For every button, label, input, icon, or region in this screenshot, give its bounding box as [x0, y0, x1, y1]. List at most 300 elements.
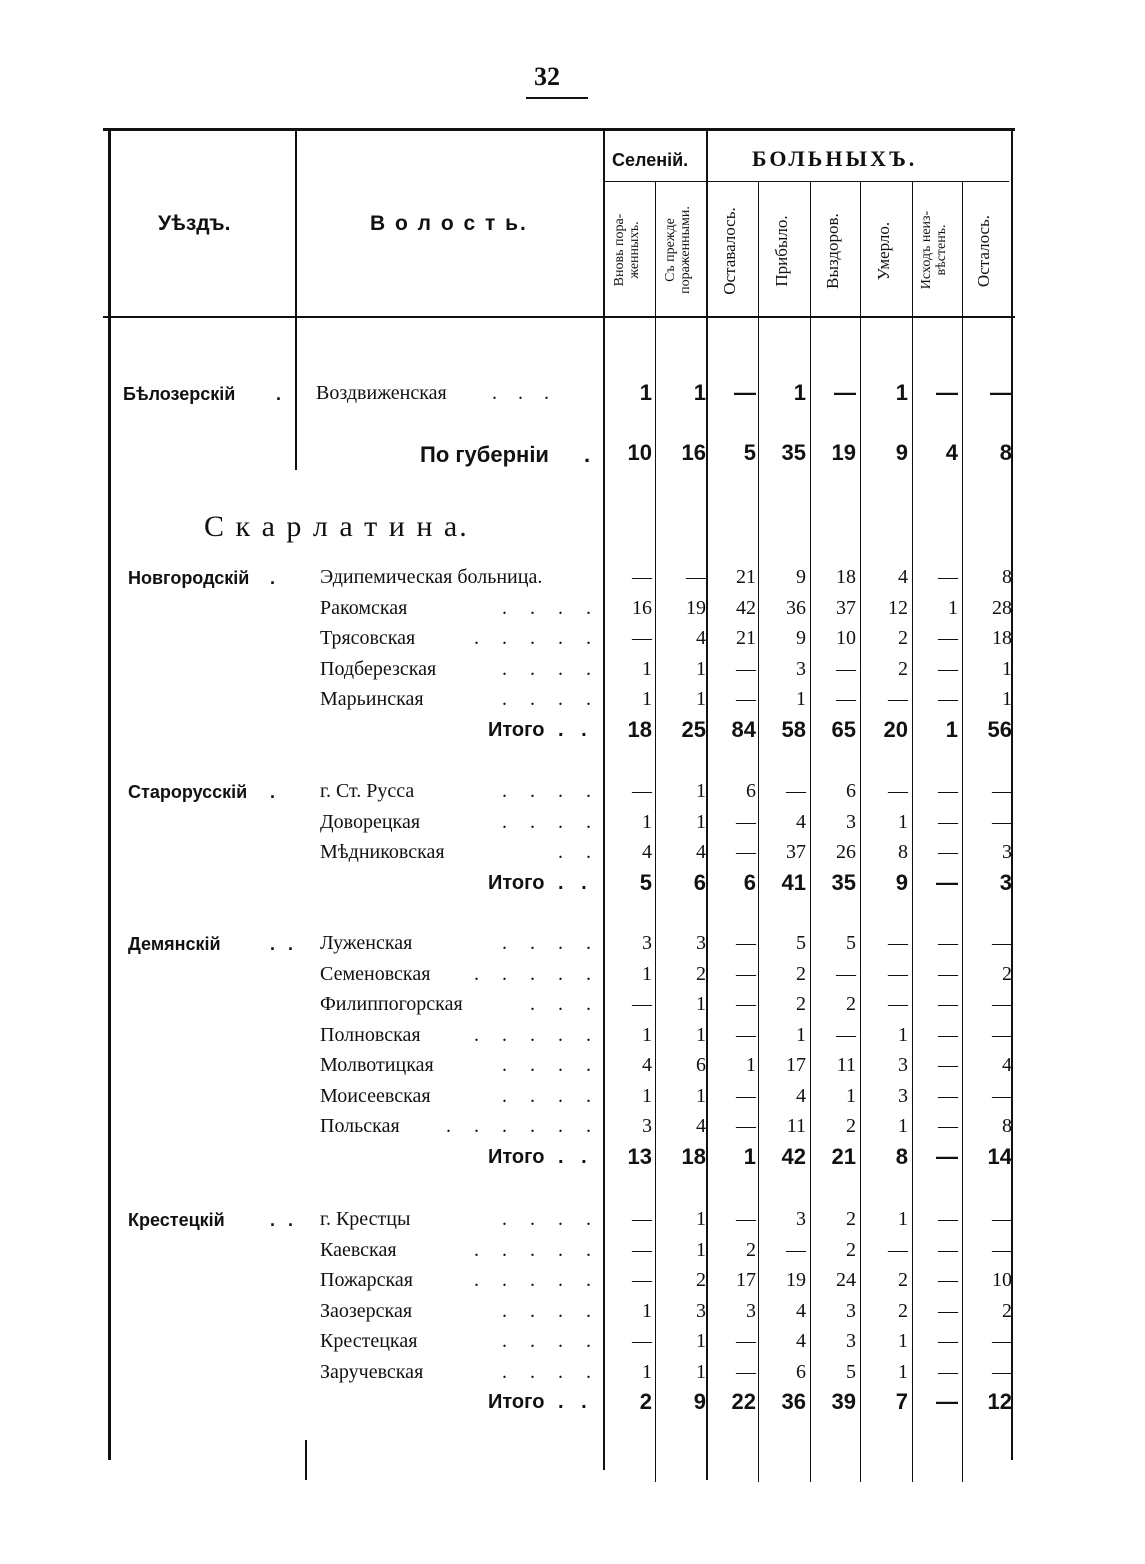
cell-ostavalos: 22	[731, 1389, 756, 1414]
cell-pribylo: 1	[796, 688, 806, 710]
cell-iskhod: —	[938, 566, 958, 588]
cell-iskhod: —	[938, 1084, 958, 1107]
cell-pribylo: 1	[796, 1023, 806, 1046]
header-col-vyzdorov: Выздоров.	[823, 213, 842, 289]
volost-dots: . . .	[530, 993, 600, 1015]
cell-vnov: 2	[639, 1389, 652, 1414]
cell-umerlo: —	[888, 993, 908, 1015]
cell-umerlo: —	[888, 1238, 908, 1261]
cell-umerlo: —	[888, 932, 908, 954]
cell-ostalos: —	[992, 993, 1012, 1015]
cell-ostavalos: —	[736, 810, 756, 833]
cell-ostavalos: 84	[731, 716, 756, 742]
cell-ostalos: —	[992, 1238, 1012, 1261]
header-volost: В о л о с т ь.	[370, 212, 528, 235]
cell-umerlo: 1	[898, 1360, 908, 1383]
volost-dots: . . . .	[502, 1054, 600, 1076]
cell-vnov: 1	[642, 810, 652, 833]
uezd-volost-divider	[295, 130, 297, 470]
cell-vnov: 5	[639, 869, 652, 895]
cell-umerlo: 2	[898, 657, 908, 680]
cell-pribylo: —	[786, 1238, 806, 1261]
cell-pribylo: 35	[781, 440, 806, 465]
header-col-ostavalos: Оставалось.	[720, 207, 739, 295]
cell-vnov: 1	[642, 1084, 652, 1107]
cell-prezhde: 9	[693, 1389, 706, 1414]
cell-umerlo: 1	[898, 1208, 908, 1230]
cell-pribylo: 3	[796, 657, 806, 680]
cell-prezhde: 1	[696, 1330, 706, 1352]
cell-ostavalos: 21	[736, 566, 756, 588]
cell-pribylo: 36	[786, 596, 806, 619]
cell-vyzdorov: —	[836, 657, 856, 680]
cell-iskhod: —	[938, 1299, 958, 1322]
cell-vnov: 4	[642, 1054, 652, 1076]
cell-umerlo: 20	[883, 716, 908, 742]
cell-pribylo: 4	[796, 1084, 806, 1107]
cell-umerlo: 1	[898, 810, 908, 833]
total-dots: . .	[558, 1145, 593, 1168]
cell-umerlo: 9	[895, 869, 908, 895]
volost-dots: . .	[558, 841, 600, 863]
cell-vnov: —	[632, 566, 652, 588]
cell-ostavalos: —	[736, 932, 756, 954]
cell-vyzdorov: 21	[831, 1143, 856, 1169]
cell-vyzdorov: 5	[846, 932, 856, 954]
cell-prezhde: 4	[696, 1115, 706, 1137]
cell-ostavalos: 42	[736, 596, 756, 619]
cell-pribylo: 6	[796, 1360, 806, 1383]
cell-prezhde: 3	[696, 932, 706, 954]
cell-iskhod: 1	[945, 716, 958, 742]
cell-iskhod: —	[938, 810, 958, 833]
col-divider-7	[962, 182, 963, 1482]
cell-ostalos: —	[992, 1084, 1012, 1107]
header-col-ostalos: Осталось.	[974, 214, 993, 288]
cell-prezhde: 2	[696, 1269, 706, 1291]
cell-vnov: 4	[642, 841, 652, 863]
cell-ostavalos: —	[736, 1208, 756, 1230]
volost-dots: . . . .	[502, 688, 600, 710]
cell-pribylo: 19	[786, 1269, 806, 1291]
cell-ostalos: 4	[1002, 1054, 1012, 1076]
cell-ostavalos: 6	[746, 780, 756, 802]
cell-umerlo: 1	[898, 1115, 908, 1137]
cell-prezhde: 2	[696, 962, 706, 985]
cell-vnov: 1	[642, 1299, 652, 1322]
cell-pribylo: —	[786, 780, 806, 802]
cell-ostalos: 3	[1002, 841, 1012, 863]
cell-umerlo: 1	[895, 380, 908, 405]
volost-name: Каевская	[320, 1238, 397, 1261]
cell-umerlo: 4	[898, 566, 908, 588]
cell-prezhde: 1	[696, 993, 706, 1015]
cell-iskhod: —	[938, 688, 958, 710]
cell-vyzdorov: 35	[831, 869, 856, 895]
volost-dots: . . . .	[502, 1330, 600, 1352]
cell-vyzdorov: 39	[831, 1389, 856, 1414]
cell-vyzdorov: 3	[846, 810, 856, 833]
cell-vnov: —	[632, 1330, 652, 1352]
cell-vnov: 1	[642, 657, 652, 680]
uezd-name: Бѣлозерскій	[123, 384, 236, 404]
cell-prezhde: 1	[696, 1023, 706, 1046]
cell-vyzdorov: 19	[831, 440, 856, 465]
cell-vnov: 1	[642, 688, 652, 710]
cell-prezhde: —	[686, 566, 706, 588]
cell-vnov: 1	[642, 1023, 652, 1046]
cell-iskhod: —	[938, 1269, 958, 1291]
cell-umerlo: —	[888, 962, 908, 985]
volost-dots: . . . .	[502, 1299, 600, 1322]
volost-name: Эдипемическая больница.	[320, 566, 543, 588]
cell-umerlo: 2	[898, 627, 908, 649]
header-uezd: Уѣздъ.	[158, 212, 231, 235]
volost-dots: . . . . .	[474, 627, 600, 649]
cell-ostalos: 3	[999, 869, 1012, 895]
cell-pribylo: 41	[781, 869, 806, 895]
cell-pribylo: 17	[786, 1054, 806, 1076]
volost-dots: . . . .	[502, 780, 600, 802]
volost-name: Доворецкая	[320, 810, 421, 833]
cell-umerlo: 3	[898, 1054, 908, 1076]
cell-ostavalos: —	[734, 380, 756, 405]
volost-name: Луженская	[320, 932, 413, 954]
cell-ostavalos: —	[736, 688, 756, 710]
cell-umerlo: 12	[888, 596, 908, 619]
total-dots: .	[584, 442, 591, 467]
col-divider-1	[655, 182, 656, 1482]
cell-pribylo: 1	[793, 380, 806, 405]
cell-ostalos: —	[992, 932, 1012, 954]
cell-ostavalos: —	[736, 1115, 756, 1137]
volost-name: Подберезская	[320, 657, 437, 680]
cell-vnov: —	[632, 780, 652, 802]
uezd-name: Новгородскій	[128, 568, 250, 588]
cell-ostavalos: 3	[746, 1299, 756, 1322]
cell-vyzdorov: 3	[846, 1330, 856, 1352]
cell-vnov: 10	[627, 440, 652, 465]
cell-pribylo: 4	[796, 1299, 806, 1322]
cell-vyzdorov: 2	[846, 993, 856, 1015]
cell-iskhod: —	[938, 1360, 958, 1383]
cell-pribylo: 37	[786, 841, 806, 863]
volost-dots: . . . . .	[474, 962, 600, 985]
cell-ostavalos: —	[736, 1084, 756, 1107]
cell-umerlo: 2	[898, 1299, 908, 1322]
volost-dots: . . . . . .	[446, 1115, 600, 1137]
cell-ostavalos: 6	[743, 869, 756, 895]
uezd-name: Крестецкій	[128, 1210, 225, 1230]
cell-pribylo: 9	[796, 627, 806, 649]
cell-vyzdorov: 2	[846, 1115, 856, 1137]
cell-vnov: —	[632, 1269, 652, 1291]
cell-umerlo: 2	[898, 1269, 908, 1291]
total-label: Итого	[488, 1391, 545, 1413]
cell-iskhod: —	[936, 1143, 958, 1169]
cell-iskhod: —	[936, 1389, 958, 1414]
volost-name: Заозерская	[320, 1299, 413, 1322]
volost-dots: . . . .	[502, 1084, 600, 1107]
cell-pribylo: 3	[796, 1208, 806, 1230]
cell-vyzdorov: —	[836, 688, 856, 710]
total-label: Итого	[488, 1145, 545, 1168]
cell-ostavalos: 2	[746, 1238, 756, 1261]
cell-vyzdorov: —	[836, 962, 856, 985]
cell-ostalos: —	[992, 810, 1012, 833]
volost-name: Семеновская	[320, 962, 431, 985]
cell-iskhod: —	[938, 1054, 958, 1076]
cell-iskhod: —	[938, 932, 958, 954]
volost-dots: . . . .	[502, 810, 600, 833]
cell-umerlo: —	[888, 688, 908, 710]
cell-iskhod: —	[938, 1115, 958, 1137]
volost-dots: . . .	[492, 382, 557, 404]
cell-umerlo: 1	[898, 1023, 908, 1046]
cell-umerlo: —	[888, 780, 908, 802]
cell-vnov: 18	[627, 716, 652, 742]
cell-vyzdorov: 18	[836, 566, 856, 588]
cell-pribylo: 42	[781, 1143, 806, 1169]
cell-vyzdorov: 6	[846, 780, 856, 802]
cell-prezhde: 4	[696, 627, 706, 649]
cell-ostalos: 18	[992, 627, 1012, 649]
cell-iskhod: —	[938, 627, 958, 649]
cell-ostalos: 12	[987, 1389, 1012, 1414]
uezd-volost-divider-lower	[305, 1440, 307, 1480]
cell-umerlo: 3	[898, 1084, 908, 1107]
cell-vyzdorov: 11	[836, 1054, 856, 1076]
cell-ostalos: 1	[1002, 688, 1012, 710]
volost-name: Крестецкая	[320, 1330, 418, 1352]
cell-vnov: 1	[642, 1360, 652, 1383]
uezd-dots: .	[270, 568, 280, 588]
cell-pribylo: 4	[796, 810, 806, 833]
cell-ostalos: —	[992, 1330, 1012, 1352]
volost-name: г. Ст. Русса	[320, 780, 415, 802]
cell-iskhod: —	[938, 841, 958, 863]
left-border	[108, 130, 111, 1460]
volost-name: Марьинская	[320, 688, 424, 710]
cell-ostavalos: 5	[743, 440, 756, 465]
cell-prezhde: 1	[696, 1208, 706, 1230]
cell-pribylo: 5	[796, 932, 806, 954]
cell-iskhod: —	[936, 380, 958, 405]
total-dots: . .	[558, 1391, 593, 1413]
cell-prezhde: 1	[696, 688, 706, 710]
volost-name: Пожарская	[320, 1269, 414, 1291]
cell-vnov: —	[632, 627, 652, 649]
cell-ostalos: 10	[992, 1269, 1012, 1291]
cell-ostavalos: 1	[743, 1143, 756, 1169]
cell-vyzdorov: —	[834, 380, 856, 405]
cell-ostavalos: —	[736, 1330, 756, 1352]
volost-name: Воздвиженская	[316, 382, 447, 404]
volost-name: Филиппогорская	[320, 993, 463, 1015]
cell-ostavalos: 17	[736, 1269, 756, 1291]
cell-vyzdorov: 5	[846, 1360, 856, 1383]
cell-iskhod: —	[938, 1330, 958, 1352]
header-col-vnov: Вновь пора- женныхъ.	[612, 213, 642, 287]
cell-ostavalos: 21	[736, 627, 756, 649]
volost-dots: . . . .	[502, 657, 600, 680]
cell-pribylo: 2	[796, 962, 806, 985]
cell-prezhde: 1	[696, 1084, 706, 1107]
cell-prezhde: 16	[681, 440, 706, 465]
table-top-rule	[103, 128, 1015, 131]
cell-vyzdorov: 24	[836, 1269, 856, 1291]
section-title: С к а р л а т и н а.	[204, 510, 469, 543]
cell-prezhde: 4	[696, 841, 706, 863]
cell-ostalos: 28	[992, 596, 1012, 619]
cell-vnov: 3	[642, 1115, 652, 1137]
cell-ostavalos: —	[736, 993, 756, 1015]
header-col-umerlo: Умерло.	[874, 221, 893, 281]
cell-ostalos: 1	[1002, 657, 1012, 680]
volost-dots: . . . .	[502, 1208, 600, 1230]
cell-vyzdorov: 10	[836, 627, 856, 649]
cell-ostavalos: —	[736, 657, 756, 680]
volost-dots: . . . .	[502, 932, 600, 954]
volost-name: Мѣдниковская	[320, 841, 445, 863]
cell-pribylo: 58	[781, 716, 806, 742]
volost-name: Моисеевская	[320, 1084, 431, 1107]
volost-name: Польская	[320, 1115, 400, 1137]
cell-iskhod: —	[938, 780, 958, 802]
cell-prezhde: 1	[696, 1360, 706, 1383]
header-bolnykh: БОЛЬНЫХЪ.	[752, 146, 918, 171]
cell-ostalos: —	[992, 1023, 1012, 1046]
cell-prezhde: 18	[681, 1143, 706, 1169]
volost-name: Полновская	[320, 1023, 421, 1046]
cell-ostavalos: 1	[746, 1054, 756, 1076]
uezd-dots: . .	[270, 934, 298, 954]
cell-umerlo: 8	[895, 1143, 908, 1169]
uezd-name: Демянскій	[128, 934, 221, 954]
cell-ostalos: 2	[1002, 962, 1012, 985]
cell-vyzdorov: 2	[846, 1238, 856, 1261]
cell-vnov: 13	[627, 1143, 652, 1169]
total-label: Итого	[488, 718, 545, 741]
cell-vyzdorov: 26	[836, 841, 856, 863]
cell-prezhde: 1	[696, 810, 706, 833]
cell-ostalos: —	[992, 1208, 1012, 1230]
cell-prezhde: 1	[696, 780, 706, 802]
total-label: Итого	[488, 871, 545, 894]
header-col-pribylo: Прибыло.	[772, 215, 791, 287]
cell-ostavalos: —	[736, 841, 756, 863]
cell-iskhod: —	[938, 1208, 958, 1230]
total-dots: . .	[558, 871, 593, 894]
cell-ostalos: 8	[1002, 566, 1012, 588]
cell-umerlo: 7	[895, 1389, 908, 1414]
page-number: 32	[534, 62, 560, 91]
cell-prezhde: 1	[693, 380, 706, 405]
header-bottom-rule	[103, 316, 1015, 318]
uezd-name: Старорусскій	[128, 782, 248, 802]
cell-ostalos: 2	[1002, 1299, 1012, 1322]
cell-vyzdorov: 65	[831, 716, 856, 742]
cell-prezhde: 1	[696, 1238, 706, 1261]
volost-dots: . . . . .	[474, 1238, 600, 1261]
cell-ostalos: 8	[999, 440, 1012, 465]
header-col-iskhod: Исходъ неиз- вѣстенъ.	[919, 210, 949, 290]
header-seleniy: Селеній.	[612, 150, 689, 170]
cell-vyzdorov: 2	[846, 1208, 856, 1230]
cell-ostalos: 14	[987, 1143, 1012, 1169]
cell-vyzdorov: 37	[836, 596, 856, 619]
cell-umerlo: 1	[898, 1330, 908, 1352]
cell-pribylo: 9	[796, 566, 806, 588]
cell-ostalos: 8	[1002, 1115, 1012, 1137]
cell-iskhod: —	[936, 869, 958, 895]
cell-ostalos: —	[992, 1360, 1012, 1383]
uezd-dots: .	[276, 384, 282, 404]
cell-ostavalos: —	[736, 1023, 756, 1046]
cell-prezhde: 25	[681, 716, 706, 742]
cell-ostavalos: —	[736, 962, 756, 985]
volost-name: Трясовская	[320, 627, 416, 649]
uezd-dots: . .	[270, 1210, 298, 1230]
cell-vnov: 1	[639, 380, 652, 405]
cell-ostavalos: —	[736, 1360, 756, 1383]
uezd-dots: .	[270, 782, 280, 802]
cell-vyzdorov: 3	[846, 1299, 856, 1322]
cell-iskhod: 4	[945, 440, 958, 465]
cell-iskhod: —	[938, 993, 958, 1015]
cell-vyzdorov: 1	[846, 1084, 856, 1107]
cell-iskhod: —	[938, 962, 958, 985]
cell-umerlo: 9	[895, 440, 908, 465]
cell-prezhde: 3	[696, 1299, 706, 1322]
volost-name: Заручевская	[320, 1360, 424, 1383]
header-col-prezhde: Съ прежде пораженными.	[663, 206, 693, 294]
volost-dots: . . . .	[502, 1360, 600, 1383]
cell-ostalos: —	[990, 380, 1012, 405]
volost-name: г. Крестцы	[320, 1208, 411, 1230]
cell-prezhde: 1	[696, 657, 706, 680]
cell-prezhde: 6	[696, 1054, 706, 1076]
cell-iskhod: —	[938, 1238, 958, 1261]
cell-vnov: —	[632, 1208, 652, 1230]
volost-dots: . . . . .	[474, 1269, 600, 1291]
cell-iskhod: —	[938, 657, 958, 680]
cell-ostalos: 56	[987, 716, 1012, 742]
volost-dots: . . . . .	[474, 1023, 600, 1046]
cell-ostalos: —	[992, 780, 1012, 802]
cell-vnov: —	[632, 1238, 652, 1261]
cell-iskhod: 1	[948, 596, 958, 619]
volost-name: Ракомская	[320, 596, 408, 619]
cell-pribylo: 4	[796, 1330, 806, 1352]
cell-iskhod: —	[938, 1023, 958, 1046]
total-dots: . .	[558, 718, 593, 741]
total-label: По губерніи	[420, 442, 549, 467]
cell-vnov: 16	[632, 596, 652, 619]
cell-pribylo: 2	[796, 993, 806, 1015]
volost-dots: . . . .	[502, 596, 600, 619]
cell-prezhde: 6	[693, 869, 706, 895]
cell-vnov: 1	[642, 962, 652, 985]
cell-vnov: —	[632, 993, 652, 1015]
cell-vnov: 3	[642, 932, 652, 954]
cell-pribylo: 36	[781, 1389, 806, 1414]
page-number-underline	[526, 97, 588, 99]
cell-umerlo: 8	[898, 841, 908, 863]
volost-name: Молвотицкая	[320, 1054, 434, 1076]
cell-vyzdorov: —	[836, 1023, 856, 1046]
bolnykh-under-rule	[706, 181, 1009, 182]
